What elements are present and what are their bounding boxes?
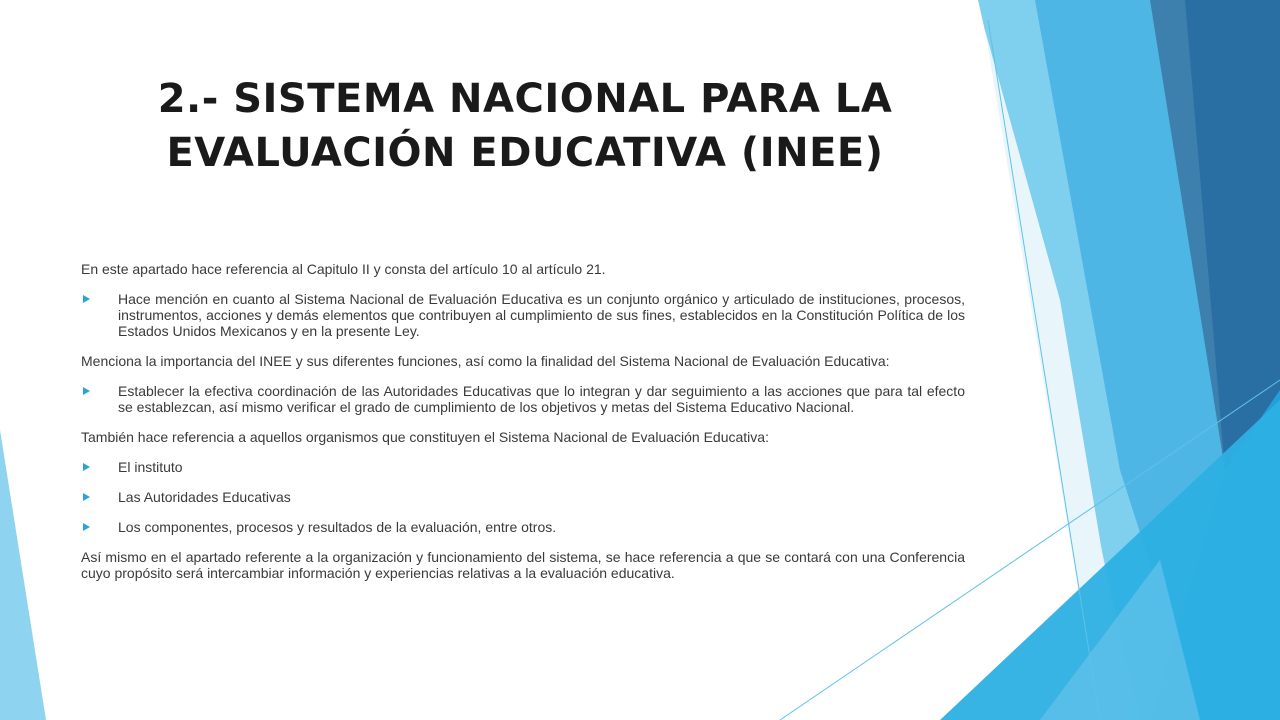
paragraph-conferencia: Así mismo en el apartado referente a la organización y funcionamiento del sistema, se hace referencia a que se contará con una Conferencia cuyo propósito será intercambiar información y experiencias relativas a la evaluación educativa. xyxy=(81,549,965,581)
bullet-arrow-icon xyxy=(83,523,90,531)
bullet-item-sistema xyxy=(81,291,965,339)
bullet-arrow-icon xyxy=(83,463,90,471)
paragraph-organismos: También hace referencia a aquellos organismos que constituyen el Sistema Nacional de Evaluación Educativa: xyxy=(81,429,769,445)
paragraph-importancia: Menciona la importancia del INEE y sus diferentes funciones, así como la finalidad del Sistema Nacional de Evaluación Educativa: xyxy=(81,353,890,369)
slide-body xyxy=(81,261,965,595)
paragraph-intro: En este apartado hace referencia al Capitulo II y consta del artículo 10 al artículo 21. xyxy=(81,261,606,277)
bullet-text: El instituto xyxy=(118,459,183,475)
bullet-arrow-icon xyxy=(83,387,90,395)
bullet-text: Las Autoridades Educativas xyxy=(118,489,291,505)
bullet-item-componentes xyxy=(81,519,965,535)
bullet-text: Hace mención en cuanto al Sistema Nacional de Evaluación Educativa es un conjunto orgánico y articulado de instituciones, procesos, instrumentos, acciones y demás elementos que contribuyen al cumplimiento de sus fines, establecidos en la Constitución Política de los Estados Unidos Mexicanos y en la presente Ley. xyxy=(118,291,965,339)
bullet-item-autoridades xyxy=(81,489,965,505)
bullet-item-coordinacion xyxy=(81,383,965,415)
slide-title xyxy=(150,72,900,180)
title-line-1: 2.- SISTEMA NACIONAL PARA LA xyxy=(157,76,893,122)
left-accent-shape xyxy=(0,430,46,720)
bullet-arrow-icon xyxy=(83,493,90,501)
bullet-text: Establecer la efectiva coordinación de las Autoridades Educativas que lo integran y dar seguimiento a las acciones que para tal efecto se establezcan, así mismo verificar el grado de cumplimiento de los objetivos y metas del Sistema Educativo Nacional. xyxy=(118,383,965,415)
bullet-text: Los componentes, procesos y resultados de la evaluación, entre otros. xyxy=(118,519,557,535)
bullet-item-instituto xyxy=(81,459,965,475)
bullet-arrow-icon xyxy=(83,295,90,303)
title-line-2: EVALUACIÓN EDUCATIVA (INEE) xyxy=(166,130,884,176)
